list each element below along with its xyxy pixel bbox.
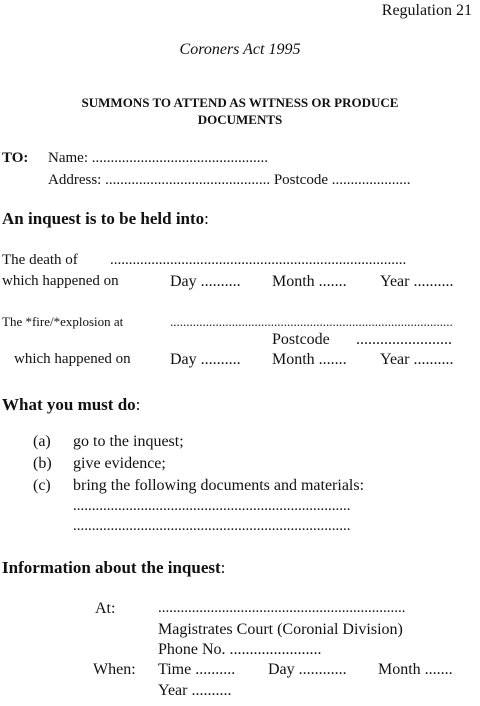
info-heading (2, 558, 225, 578)
info-heading-colon: : (220, 558, 226, 577)
phone-field: Phone No. ....................... (158, 641, 322, 658)
info-heading-text: Information about the inquest (2, 558, 221, 577)
must-do-heading-text: What you must do (2, 395, 136, 414)
to-label: TO: (2, 150, 29, 166)
must-do-heading-colon: : (135, 395, 141, 414)
list-item-text: give evidence; (73, 455, 166, 472)
court-name: Magistrates Court (Coronial Division) (158, 621, 403, 638)
which-happened-on-label: which happened on (2, 273, 119, 289)
list-item-text: bring the following documents and materials: (73, 477, 365, 494)
death-day-field: Day .......... (170, 273, 241, 290)
list-item-marker: (c) (33, 477, 51, 494)
fire-day-field: Day .......... (170, 351, 241, 368)
info-month-field: Month ....... (378, 661, 453, 678)
which-happened-on-label-2: which happened on (14, 351, 131, 367)
info-year-field: Year .......... (158, 682, 232, 699)
list-item-marker: (a) (33, 433, 51, 450)
address-field: Address: ............................................ Postcode ..................... (48, 172, 411, 188)
documents-dots-line-2: .......................................................................... (73, 518, 351, 534)
list-item-marker: (b) (33, 455, 52, 472)
form-title-line2: DOCUMENTS (197, 112, 283, 127)
list-item-text: go to the inquest; (73, 433, 184, 450)
fire-postcode-dots: ........................ (356, 331, 452, 348)
inquest-heading-text: An inquest is to be held into (2, 209, 205, 228)
fire-postcode-label: Postcode (272, 331, 330, 348)
inquest-heading (2, 209, 209, 229)
time-field: Time .......... (158, 661, 236, 678)
fire-year-field: Year .......... (380, 351, 454, 368)
death-year-field: Year .......... (380, 273, 454, 290)
regulation-number: Regulation 21 (381, 2, 472, 19)
death-of-label: The death of (2, 252, 78, 268)
inquest-heading-colon: : (204, 209, 209, 228)
when-label: When: (93, 661, 136, 678)
at-dots: .................................................................. (158, 600, 406, 616)
name-field: Name: ............................................... (48, 150, 268, 166)
fire-label: The *fire/*explosion at (2, 314, 124, 329)
fire-dots: ....................................................................................... (170, 314, 453, 329)
info-day-field: Day ............ (268, 661, 347, 678)
form-title-line1: SUMMONS TO ATTEND AS WITNESS OR PRODUCE (81, 95, 399, 110)
death-month-field: Month ....... (272, 273, 347, 290)
must-do-heading (2, 395, 140, 415)
act-title: Coroners Act 1995 (179, 41, 301, 58)
documents-dots-line-1: .......................................................................... (73, 498, 351, 514)
death-of-dots: ............................................................................... (110, 252, 407, 268)
at-label: At: (95, 600, 116, 617)
fire-month-field: Month ....... (272, 351, 347, 368)
